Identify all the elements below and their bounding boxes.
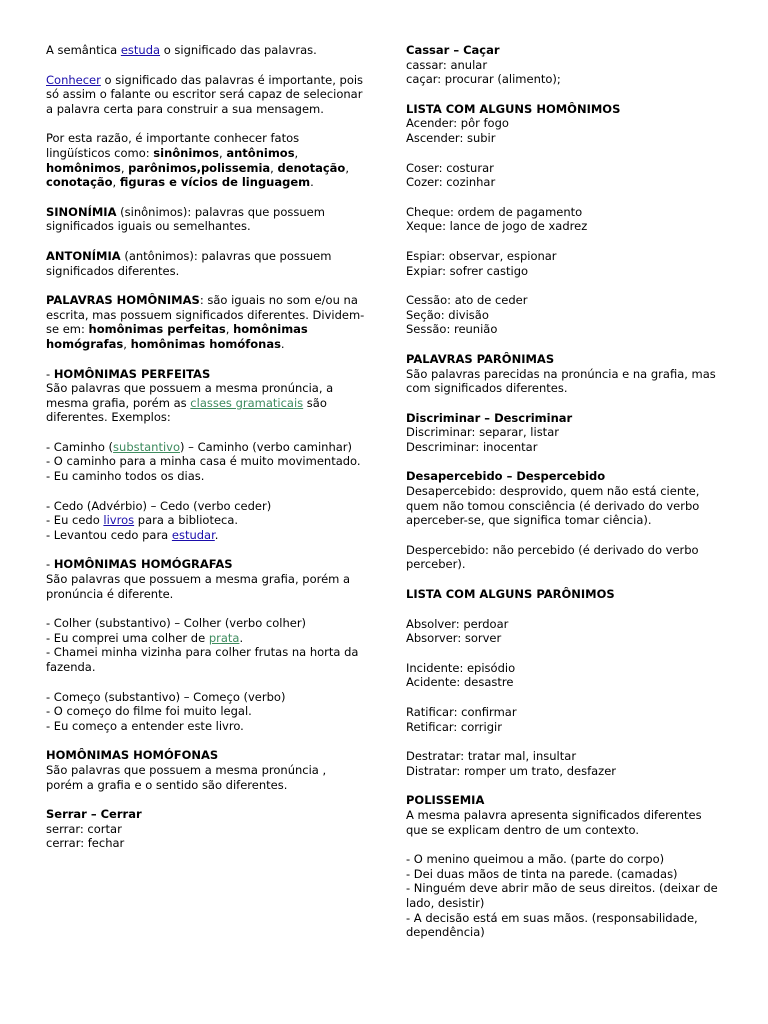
cessao-group: Cessão: ato de ceder Seção: divisão Sessão: reunião <box>406 293 528 337</box>
homonimas-paragraph: PALAVRAS HOMÔNIMAS: são iguais no som e/ou na escrita, mas possuem significados diferentes. Dividem-se em: homônimas perfeitas, homônimas homógrafas, homônimas homófonas. <box>46 293 365 351</box>
cassar-example: Cassar – Caçar cassar: anular caçar: procurar (alimento); <box>406 43 724 87</box>
colher-example: - Colher (substantivo) – Colher (verbo colher) - Eu comprei uma colher de prata. - Chamei minha vizinha para colher frutas na horta da fazenda. <box>46 616 359 674</box>
despercebido-definition: Despercebido: não percebido (é derivado do verbo perceber). <box>406 542 699 572</box>
perfeitas-heading: HOMÔNIMAS PERFEITAS <box>53 366 211 381</box>
paronimos-list-heading: LISTA COM ALGUNS PARÔNIMOS <box>406 587 615 602</box>
absolver-pair: Absolver: perdoar Absorver: sorver <box>406 616 509 646</box>
link-conhecer[interactable]: Conhecer <box>46 72 101 87</box>
comeco-example: - Começo (substantivo) – Começo (verbo) - O começo do filme foi muito legal. - Eu começo a entender este livro. <box>46 689 286 733</box>
perfeitas-section: - HOMÔNIMAS PERFEITAS São palavras que possuem a mesma pronúncia, a mesma grafia, porém as classes gramaticais são diferentes. Exemplos: <box>46 366 334 425</box>
serrar-heading: Serrar – Cerrar <box>46 807 142 822</box>
cedo-example: - Cedo (Advérbio) – Cedo (verbo ceder) - Eu cedo livros para a biblioteca. - Levantou cedo para estudar. <box>46 498 272 542</box>
left-column <box>46 43 366 866</box>
discriminar-example: Discriminar – Descriminar Discriminar: separar, listar Descriminar: inocentar <box>406 411 724 455</box>
antonimia-paragraph: ANTONÍMIA (antônimos): palavras que possuem significados diferentes. <box>46 248 332 278</box>
homofonas-heading: HOMÔNIMAS HOMÓFONAS <box>46 748 219 763</box>
importance-paragraph: Conhecer o significado das palavras é importante, pois só assim o falante ou escritor será capaz de selecionar a palavra certa para construir a sua mensagem. <box>46 72 364 116</box>
sinonimia-term: SINONÍMIA <box>46 204 117 219</box>
antonimia-term: ANTONÍMIA <box>46 248 121 263</box>
link-livros[interactable]: livros <box>103 513 135 528</box>
homofonas-section: HOMÔNIMAS HOMÓFONAS São palavras que possuem a mesma pronúncia , porém a grafia e o sentido são diferentes. <box>46 748 366 792</box>
destratar-pair: Destratar: tratar mal, insultar Distratar: romper um trato, desfazer <box>406 749 616 778</box>
cassar-heading: Cassar – Caçar <box>406 43 500 57</box>
paronimos-list-header <box>406 587 724 602</box>
homografas-heading: HOMÔNIMAS HOMÓGRAFAS <box>53 557 233 572</box>
paronimas-section: PALAVRAS PARÔNIMAS São palavras parecidas na pronúncia e na grafia, mas com significados diferentes. <box>406 352 724 396</box>
link-prata[interactable]: prata <box>208 630 240 645</box>
desapercebido-heading: Desapercebido – Despercebido <box>406 469 606 484</box>
right-column <box>406 43 724 955</box>
link-estudar[interactable]: estudar <box>171 527 215 542</box>
incidente-pair: Incidente: episódio Acidente: desastre <box>406 660 516 690</box>
homonimos-list-header: LISTA COM ALGUNS HOMÔNIMOS Acender: pôr fogo Ascender: subir <box>406 102 724 146</box>
paronimas-heading: PALAVRAS PARÔNIMAS <box>406 351 555 366</box>
espiar-pair: Espiar: observar, espionar Expiar: sofrer castigo <box>406 248 557 278</box>
link-estuda[interactable]: estuda <box>120 43 161 57</box>
homografas-section: - HOMÔNIMAS HOMÓGRAFAS São palavras que possuem a mesma grafia, porém a pronúncia é diferente. <box>46 557 351 601</box>
discriminar-heading: Discriminar – Descriminar <box>406 410 573 425</box>
link-substantivo[interactable]: substantivo <box>113 439 181 454</box>
polissemia-examples: - O menino queimou a mão. (parte do corpo) - Dei duas mãos de tinta na parede. (camadas) - Ninguém deve abrir mão de seus direitos. (deixar de lado, desistir) - A decisão está em suas mãos. (responsabilidade, dependência) <box>406 852 718 940</box>
facts-paragraph: Por esta razão, é importante conhecer fatos lingüísticos como: sinônimos, antônimos, homônimos, parônimos,polissemia, denotação, conotação, figuras e vícios de linguagem. <box>46 131 349 190</box>
homonimos-list-heading: LISTA COM ALGUNS HOMÔNIMOS <box>406 101 621 116</box>
serrar-example: Serrar – Cerrar serrar: cortar cerrar: fechar <box>46 807 366 851</box>
homonimas-heading: PALAVRAS HOMÔNIMAS <box>46 293 200 308</box>
caminho-example: - Caminho (substantivo) – Caminho (verbo caminhar) - O caminho para a minha casa é muito movimentado. - Eu caminho todos os dias. <box>46 439 361 484</box>
coser-pair: Coser: costurar Cozer: cozinhar <box>406 160 496 190</box>
sinonimia-paragraph: SINONÍMIA (sinônimos): palavras que possuem significados iguais ou semelhantes. <box>46 204 325 234</box>
desapercebido-example: Desapercebido – Despercebido Desapercebido: desprovido, quem não está ciente, quem não tomou consciência (é derivado do verbo aperceber-se, que significa tomar ciência). <box>406 469 724 527</box>
cheque-pair: Cheque: ordem de pagamento Xeque: lance de jogo de xadrez <box>406 204 588 234</box>
polissemia-section: POLISSEMIA A mesma palavra apresenta significados diferentes que se explicam dentro de um contexto. <box>406 793 724 837</box>
intro-paragraph: A semântica estuda o significado das palavras. <box>46 43 317 57</box>
ratificar-pair: Ratificar: confirmar Retificar: corrigir <box>406 705 517 734</box>
polissemia-heading: POLISSEMIA <box>406 793 485 808</box>
link-classes-gramaticais[interactable]: classes gramaticais <box>190 395 304 410</box>
